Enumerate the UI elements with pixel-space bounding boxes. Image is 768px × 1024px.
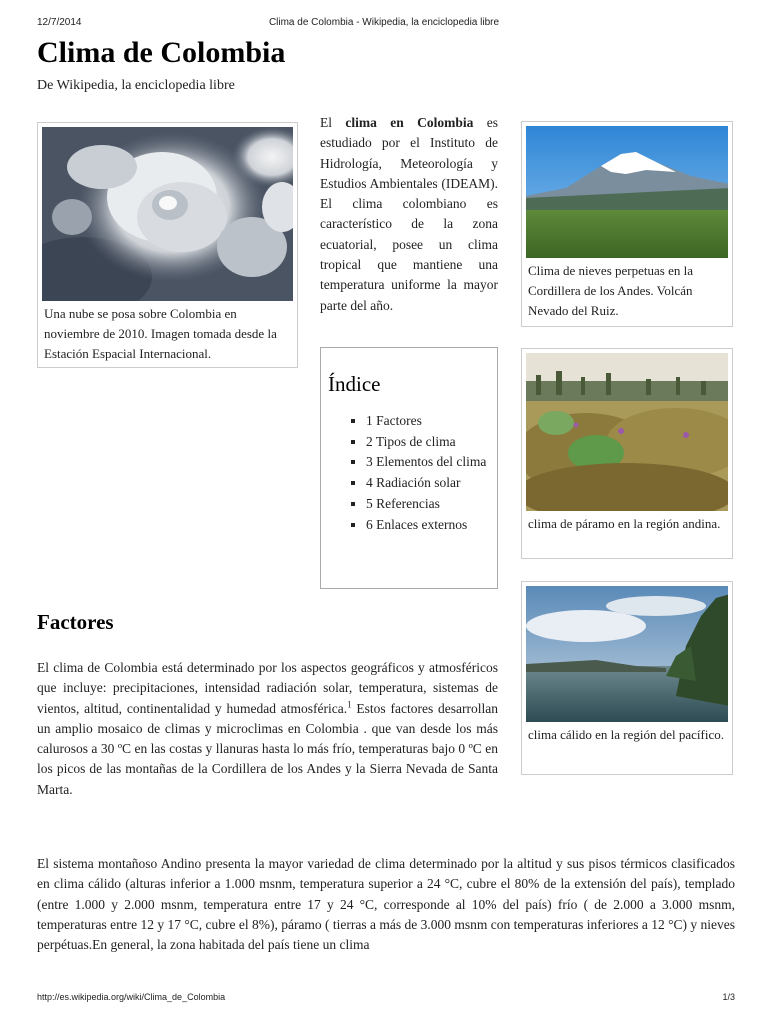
thumb-cloud <box>37 122 298 368</box>
pacifico-image[interactable] <box>526 586 728 722</box>
factores-paragraph-1: El clima de Colombia está determinado por los aspectos geográficos y atmosféricos que incluye: precipitaciones, intensidad radiación solar, temperatura, sistemas de vientos, altitud, continentalidad y humedad atmosférica.$^1$ Estos factores desarrollan un amplio mosaico de climas y microclimas en Colombia . que van desde los más calurosos a 30 ºC en las costas y llanuras hasta lo más frío, temperaturas bajo 0 ºC en los picos de las montañas de la Cordillera de los Andes y la Sierra Nevada de Santa Marta. <box>37 660 498 797</box>
toc-item <box>366 494 489 515</box>
thumb-paramo-caption: clima de páramo en la región andina. <box>528 516 721 531</box>
thumb-paramo <box>521 348 733 559</box>
toc-link-radiacion-solar[interactable]: 4 Radiación solar <box>366 475 461 491</box>
toc-item <box>366 452 489 473</box>
print-date: 12/7/2014 <box>37 17 82 28</box>
reference-link[interactable]: 1 <box>347 699 352 710</box>
toc-list <box>321 411 497 535</box>
thumb-pacifico-caption: clima cálido en la región del pacífico. <box>528 727 724 742</box>
intro-paragraph: El clima en Colombia es estudiado por el Instituto de Hidrología, Meteorología y Estudios Ambientales (IDEAM). El clima colombiano es característico de la zona ecuatorial, posee un clima tropical que mantiene una temperatura uniforme la mayor parte del año. <box>320 115 498 313</box>
toc-link-factores[interactable]: 1 Factores <box>366 413 422 428</box>
thumb-ruiz <box>521 121 733 327</box>
nevado-del-ruiz-image[interactable] <box>526 126 728 258</box>
toc-link-tipos-de-clima[interactable]: 2 Tipos de clima <box>366 433 456 449</box>
intro-bold-term: clima en Colombia <box>345 115 474 130</box>
print-doc-title: Clima de Colombia - Wikipedia, la enciclopedia libre <box>268 17 500 28</box>
toc-item <box>366 515 489 536</box>
thumb-ruiz-caption: Clima de nieves perpetuas en la Cordillera de los Andes. Volcán Nevado del Ruiz. <box>528 263 693 318</box>
page-title: Clima de Colombia <box>37 36 286 69</box>
print-url: http://es.wikipedia.org/wiki/Clima_de_Colombia <box>37 992 226 1002</box>
paramo-image[interactable] <box>526 353 728 511</box>
print-page-number: 1/3 <box>722 992 735 1002</box>
toc-link-elementos-del-clima[interactable]: 3 Elementos del clima <box>366 454 487 470</box>
toc-link-enlaces-externos[interactable]: 6 Enlaces externos <box>366 516 468 532</box>
factores-paragraph-2: El sistema montañoso Andino presenta la mayor variedad de clima determinado por la altitud y sus pisos térmicos clasificados en clima cálido (alturas inferior a 1.000 msnm, temperatura superior a 24 °C, cubre el 80% de la extensión del país), templado (entre 1.000 y 2.000 msnm, temperatura entre 17 y 24 °C, corresponde al 10% del país) frío ( de 2.000 a 3.000 msnm, temperaturas entre 12 y 17 °C, cubre el 8%), páramo ( tierras a más de 3.000 msnm con temperaturas inferiores a 12 °C) y nieves perpétuas.En general, la zona habitada del país tiene un clima <box>37 856 735 953</box>
thumb-pacifico <box>521 581 733 775</box>
page-subtitle: De Wikipedia, la enciclopedia libre <box>37 78 235 93</box>
cloud-satellite-image[interactable] <box>42 127 293 301</box>
toc-link-referencias[interactable]: 5 Referencias <box>366 495 440 511</box>
thumb-cloud-caption: Una nube se posa sobre Colombia en noviembre de 2010. Imagen tomada desde la Estación Espacial Internacional. <box>44 306 277 361</box>
toc-title: Índice <box>328 372 381 396</box>
table-of-contents <box>320 347 498 589</box>
section-heading-factores: Factores <box>37 610 114 634</box>
toc-item <box>366 411 489 432</box>
toc-item <box>366 432 489 453</box>
toc-item <box>366 473 489 494</box>
